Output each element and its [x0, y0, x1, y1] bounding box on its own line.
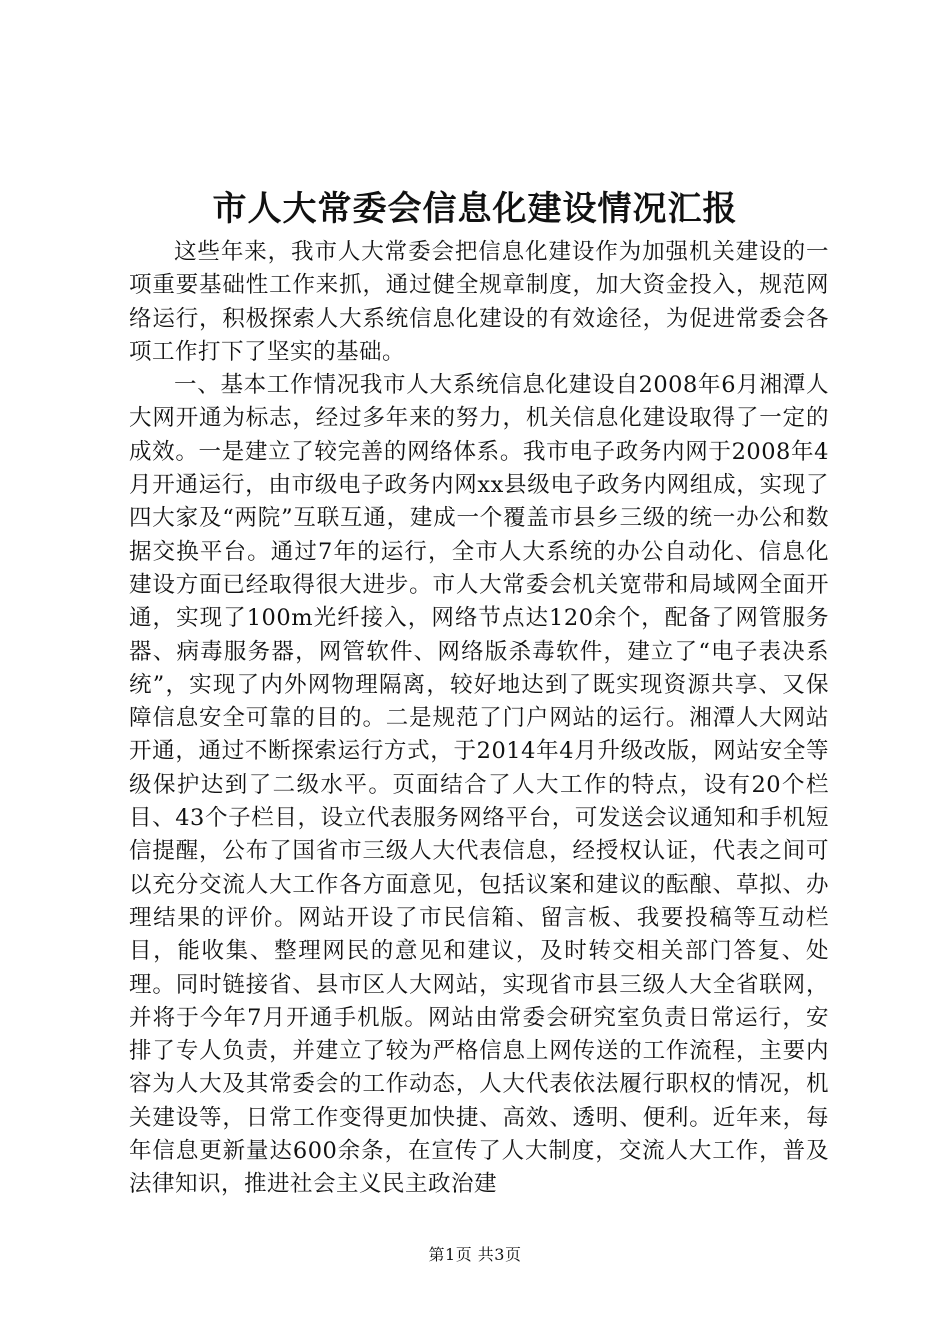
document-title: 市人大常委会信息化建设情况汇报	[212, 189, 738, 229]
document-body	[129, 236, 829, 1202]
paragraph-intro: 这些年来，我市人大常委会把信息化建设作为加强机关建设的一项重要基础性工作来抓，通过健全规章制度，加大资金投入，规范网络运行，积极探索人大系统信息化建设的有效途径，为促进常委会各项工作打下了坚实的基础。	[129, 239, 829, 365]
paragraph-basic-situation: 一、基本工作情况我市人大系统信息化建设自2008年6月湘潭人大网开通为标志，经过多年来的努力，机关信息化建设取得了一定的成效。一是建立了较完善的网络体系。我市电子政务内网于2008年4月开通运行，由市级电子政务内网xx县级电子政务内网组成，实现了四大家及“两院”互联互通，建成一个覆盖市县乡三级的统一办公和数据交换平台。通过7年的运行，全市人大系统的办公自动化、信息化建设方面已经取得很大进步。市人大常委会机关宽带和局域网全面开通，实现了100m光纤接入，网络节点达120余个，配备了网管服务器、病毒服务器，网管软件、网络版杀毒软件，建立了“电子表决系统”，实现了内外网物理隔离，较好地达到了既实现资源共享、又保障信息安全可靠的目的。二是规范了门户网站的运行。湘潭人大网站开通，通过不断探索运行方式，于2014年4月升级改版，网站安全等级保护达到了二级水平。页面结合了人大工作的特点，设有20个栏目、43个子栏目，设立代表服务网络平台，可发送会议通知和手机短信提醒，公布了国省市三级人大代表信息，经授权认证，代表之间可以充分交流人大工作各方面意见，包括议案和建议的酝酿、草拟、办理结果的评价。网站开设了市民信箱、留言板、我要投稿等互动栏目，能收集、整理网民的意见和建议，及时转交相关部门答复、处理。同时链接省、县市区人大网站，实现省市县三级人大全省联网，并将于今年7月开通手机版。网站由常委会研究室负责日常运行，安排了专人负责，并建立了较为严格信息上网传送的工作流程，主要内容为人大及其常委会的工作动态，人大代表依法履行职权的情况，机关建设等，日常工作变得更加快捷、高效、透明、便利。近年来，每年信息更新量达600余条，在宣传了人大制度，交流人大工作，普及法律知识，推进社会主义民主政治建	[129, 372, 829, 1198]
page-number: 第1页 共3页	[428, 1245, 522, 1264]
